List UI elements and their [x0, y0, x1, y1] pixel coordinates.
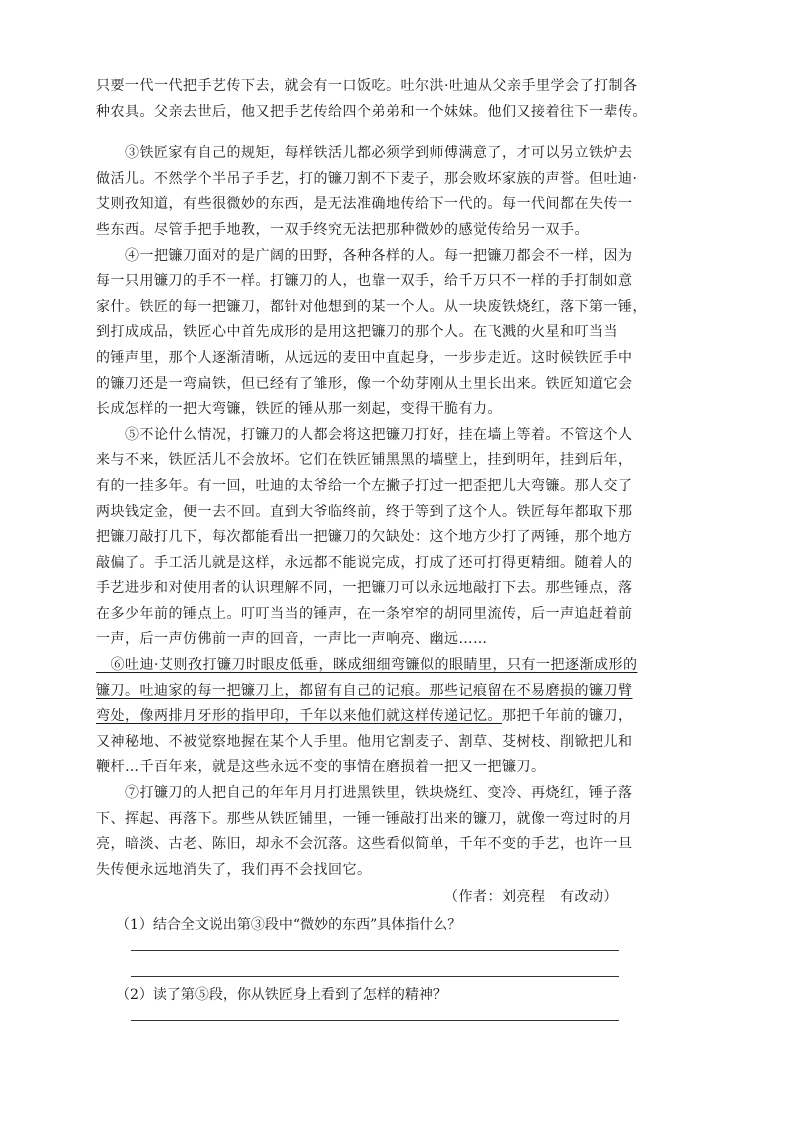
text-line: 每一只用镰刀的手不一样。打镰刀的人，也靠一双手，给千万只不一样的手打制如意: [96, 273, 633, 290]
underlined-text-segment: 弯处，像两排月牙形的指甲印，千年以来他们就这样传递记忆。: [96, 708, 502, 725]
text-line: 在多少年前的锤点上。叮叮当当的锤声，在一条窄窄的胡同里流传，后一声追赶着前: [96, 605, 633, 622]
text-line: 敲偏了。手工活儿就是这样，永远都不能说完成，打成了还可打得更精细。随着人的: [96, 554, 633, 571]
text-line: 又神秘地、不被觉察地握在某个人手里。他用它割麦子、割草、芟树枝、削锨把儿和: [96, 733, 633, 750]
answer-line[interactable]: [131, 950, 619, 951]
text-line: 做活儿。不然学个半吊子手艺，打的镰刀割不下麦子，那会败坏家族的声誉。但吐迪·: [96, 170, 638, 187]
text-line: 长成怎样的一把大弯镰，铁匠的锤从那一刻起，变得干脆有力。: [96, 401, 502, 418]
text-line: 两块钱定金，便一去不回。直到大爷临终前，终于等到了这个人。铁匠每年都取下那: [96, 503, 633, 520]
paragraph-5: [96, 423, 633, 653]
text-line: 来与不来，铁匠活儿不会放坏。它们在铁匠铺黑黑的墙壁上，挂到明年，挂到后年，: [96, 452, 633, 469]
paragraph-7: [96, 781, 633, 883]
paragraph-4: [96, 244, 647, 423]
answer-line[interactable]: [131, 1020, 619, 1021]
author-credit: （作者：刘亮程 有改动）: [444, 889, 618, 906]
text-line: [96, 704, 633, 730]
text-line: 的锤声里，那个人逐渐清晰，从远远的麦田中直起身，一步步走近。这时候铁匠手中: [96, 349, 633, 366]
question-1: （1）结合全文说出第③段中“微妙的东西”具体指什么？: [116, 917, 462, 933]
text-line: 到打成成品，铁匠心中首先成形的是用这把镰刀的那个人。在飞溅的火星和叮当当: [96, 324, 618, 341]
text-line: 亮，暗淡、古老、陈旧，却永不会沉落。这些看似简单，千年不变的手艺，也许一旦: [96, 836, 633, 853]
text-line: 艾则孜知道，有些很微妙的东西，是无法准确地传给下一代的。每一代间都在失传一: [96, 196, 633, 213]
underlined-text-line: ⑥吐迪·艾则孜打镰刀时眼皮低垂，眯成细细弯镰似的眼睛里，只有一把逐渐成形的: [96, 657, 638, 674]
text-line: 下、挥起、再落下。那些从铁匠铺里，一锤一锤敲打出来的镰刀，就像一弯过时的月: [96, 810, 633, 827]
text-line: 失传便永远地消失了，我们再不会找回它。: [96, 861, 372, 878]
text-line: 一声，后一声仿佛前一声的回音，一声比一声响亮、幽远……: [96, 631, 488, 648]
text-line: ⑤不论什么情况，打镰刀的人都会将这把镰刀打好，挂在墙上等着。不管这个人: [96, 426, 633, 443]
text-line: ⑦打镰刀的人把自己的年年月月打进黑铁里，铁块烧红、变冷、再烧红，锤子落: [96, 785, 633, 802]
question-2: （2）读了第⑤段，你从铁匠身上看到了怎样的精神？: [116, 987, 447, 1003]
text-line: ③铁匠家有自己的规矩，每样铁活儿都必须学到师傅满意了，才可以另立铁炉去: [96, 145, 633, 162]
text-line: 种农具。父亲去世后，他又把手艺传给四个弟弟和一个妹妹。他们又接着往下一辈传。: [96, 103, 647, 120]
text-segment: 那把千年前的镰刀，: [502, 708, 633, 725]
text-line: 有的一挂多年。有一回，吐迪的太爷给一个左撇子打过一把歪把儿大弯镰。那人交了: [96, 477, 633, 494]
answer-line[interactable]: [131, 976, 619, 977]
text-line: 些东西。尽管手把手地教，一双手终究无法把那种微妙的感觉传给另一双手。: [96, 221, 589, 238]
document-page: [96, 74, 647, 1021]
text-line: 手艺进步和对使用者的认识理解不同，一把镰刀可以永远地敲打下去。那些锤点，落: [96, 580, 633, 597]
text-line: 家什。铁匠的每一把镰刀，都针对他想到的某一个人。从一块废铁烧红，落下第一锤，: [96, 298, 647, 315]
text-line: ④一把镰刀面对的是广阔的田野，各种各样的人。每一把镰刀都会不一样，因为: [96, 247, 633, 264]
text-line: 把镰刀敲打几下，每次都能看出一把镰刀的欠缺处：这个地方少打了两锤，那个地方: [96, 529, 633, 546]
paragraph-3: [96, 141, 638, 243]
underlined-text-line: 镰刀。吐迪家的每一把镰刀上，都留有自己的记痕。那些记痕留在不易磨损的镰刀臂: [96, 682, 633, 699]
paragraph-continuation: [96, 74, 647, 125]
paragraph-6: [96, 653, 638, 781]
text-line: 只要一代一代把手艺传下去，就会有一口饭吃。吐尔洪·吐迪从父亲手里学会了打制各: [96, 78, 638, 94]
text-line: 的镰刀还是一弯扁铁，但已经有了雏形，像一个幼芽刚从土里长出来。铁匠知道它会: [96, 375, 633, 392]
text-line: 鞭杆…千百年来，就是这些永远不变的事情在磨损着一把又一把镰刀。: [96, 759, 546, 776]
